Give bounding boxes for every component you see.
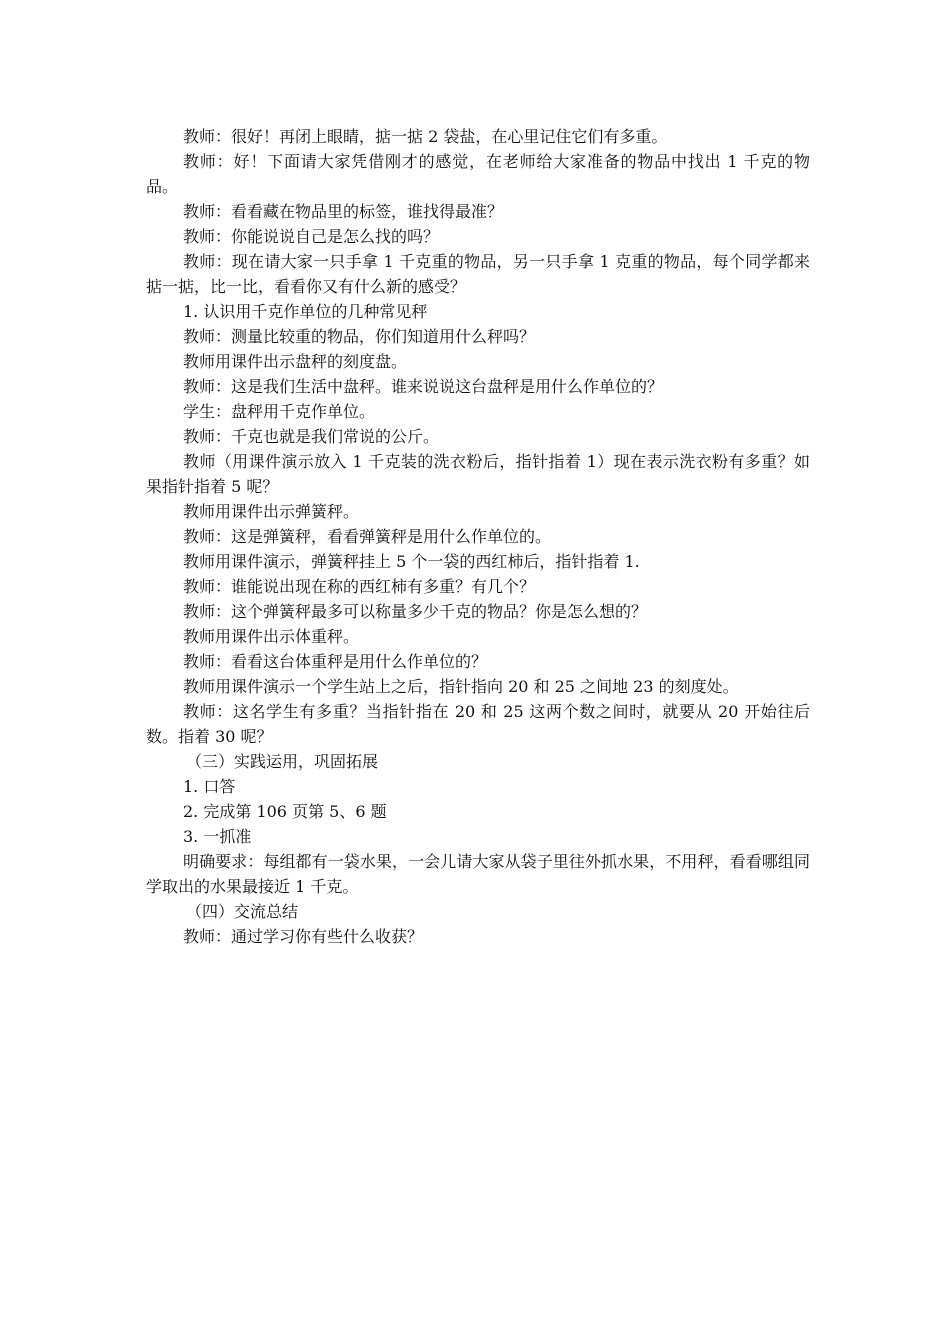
paragraph: 教师：看看藏在物品里的标签，谁找得最准？: [183, 202, 504, 221]
paragraph: 教师：好！下面请大家凭借刚才的感觉，在老师给大家准备的物品中找出 1 千克的物品。: [146, 152, 810, 196]
paragraph: 教师：现在请大家一只手拿 1 千克重的物品，另一只手拿 1 克重的物品，每个同学都来掂一掂，比一比，看看你又有什么新的感受？: [146, 252, 810, 296]
document-body: [146, 124, 810, 949]
section-heading: （三）实践运用，巩固拓展: [186, 752, 379, 771]
paragraph: 教师：看看这台体重秤是用什么作单位的？: [183, 652, 488, 671]
paragraph: 教师用课件出示弹簧秤。: [183, 502, 360, 521]
paragraph: 3. 一抓准: [183, 827, 252, 846]
section-heading: （四）交流总结: [186, 902, 299, 921]
paragraph: 教师用课件演示，弹簧秤挂上 5 个一袋的西红柿后，指针指着 1.: [183, 552, 640, 571]
paragraph: 教师：通过学习你有些什么收获？: [183, 927, 424, 946]
paragraph: 教师：这个弹簧秤最多可以称量多少千克的物品？你是怎么想的？: [183, 602, 648, 621]
paragraph: 学生：盘秤用千克作单位。: [183, 402, 376, 421]
paragraph: 教师：测量比较重的物品，你们知道用什么秤吗？: [183, 327, 536, 346]
paragraph: 教师用课件出示体重秤。: [183, 627, 360, 646]
paragraph: 1. 口答: [183, 777, 236, 796]
paragraph: 明确要求：每组都有一袋水果，一会儿请大家从袋子里往外抓水果，不用秤，看看哪组同学取出的水果最接近 1 千克。: [146, 852, 810, 896]
paragraph: 教师：你能说说自己是怎么找的吗？: [183, 227, 440, 246]
paragraph: 2. 完成第 106 页第 5、6 题: [183, 802, 387, 821]
paragraph: 教师：这是我们生活中盘秤。谁来说说这台盘秤是用什么作单位的？: [183, 377, 664, 396]
paragraph: 1. 认识用千克作单位的几种常见秤: [183, 302, 428, 321]
paragraph: 教师（用课件演示放入 1 千克装的洗衣粉后，指针指着 1）现在表示洗衣粉有多重？如果指针指着 5 呢？: [146, 452, 810, 496]
paragraph: 教师：很好！再闭上眼睛，掂一掂 2 袋盐，在心里记住它们有多重。: [183, 127, 668, 146]
paragraph: 教师用课件出示盘秤的刻度盘。: [183, 352, 408, 371]
paragraph: 教师用课件演示一个学生站上之后，指针指向 20 和 25 之间地 23 的刻度处。: [183, 677, 739, 696]
paragraph: 教师：谁能说出现在称的西红柿有多重？有几个？: [183, 577, 536, 596]
paragraph: 教师：这名学生有多重？当指针指在 20 和 25 这两个数之间时，就要从 20 开始往后数。指着 30 呢？: [146, 702, 810, 746]
paragraph: 教师：这是弹簧秤，看看弹簧秤是用什么作单位的。: [183, 527, 552, 546]
paragraph: 教师：千克也就是我们常说的公斤。: [183, 427, 440, 446]
